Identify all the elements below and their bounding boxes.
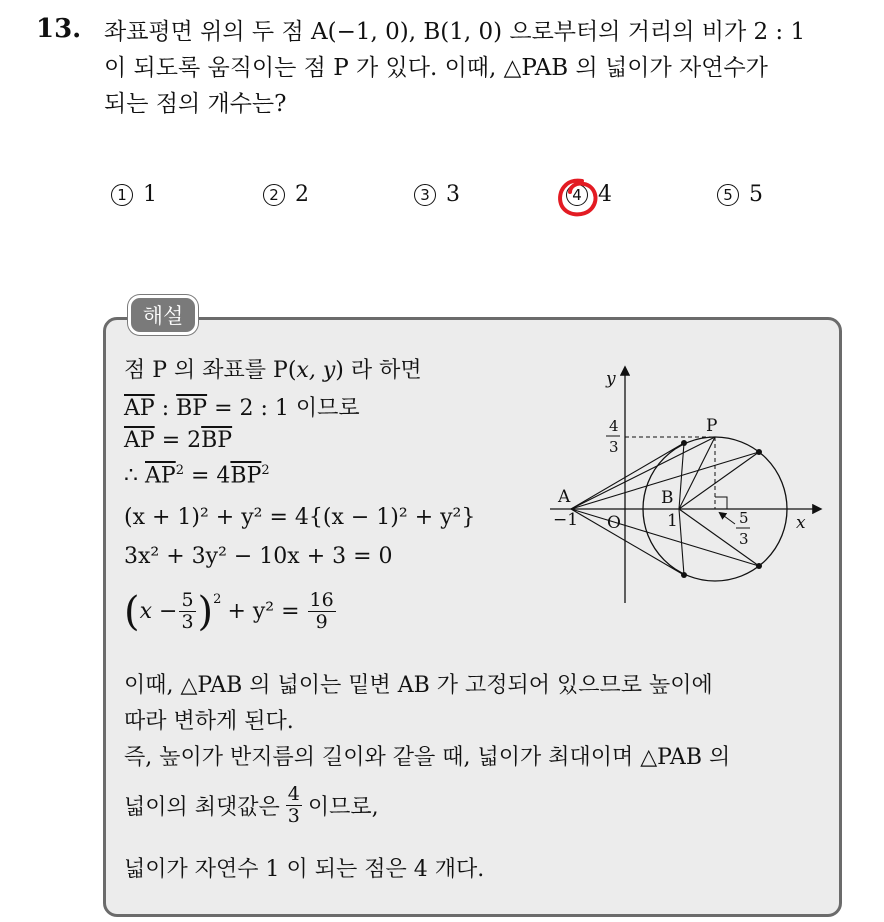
label-o: O [607,513,621,533]
choice-marker: 1 [111,184,133,206]
segment-bp: $\overline{BP}$ [201,428,233,453]
choice-value: 2 [295,182,309,207]
label-p: P [706,416,718,436]
segment-ap: $\overline{AP}$ [145,463,176,489]
choice-3[interactable] [414,182,460,207]
denominator: 9 [315,611,328,633]
solution-line-3 [124,428,232,453]
choice-marker: 3 [414,184,436,206]
center-arrow [720,513,735,524]
paren-close: ) [197,588,214,635]
text: = 2 : 1 이므로 [207,396,360,421]
question-line-1: 좌표평면 위의 두 점 A(−1, 0), B(1, 0) 으로부터의 거리의 비가 2 : 1 [104,19,806,45]
choice-2[interactable] [263,182,309,207]
paren-open: ( [124,588,140,635]
choice-marker: 5 [717,184,739,206]
choice-value: 4 [598,182,612,207]
segment-bp: $\overline{BP}$ [230,463,262,489]
denominator: 3 [181,611,194,633]
fraction [308,590,336,633]
choice-marker: 2 [263,184,285,206]
text: = 2 [161,428,202,453]
numerator: 5 [181,589,194,611]
label-a: A [558,487,571,507]
solution-para-1a: 이때, △PAB 의 넓이는 밑변 AB 가 고정되어 있으므로 높이에 [124,673,713,698]
tick-1: 1 [667,511,678,531]
x-axis-label: x [796,513,806,533]
choice-value: 3 [446,182,460,207]
right-angle-mark [715,497,727,509]
question-text [104,14,864,122]
answer-circle-mark [552,172,602,222]
solution-line-6: 3x² + 3y² − 10x + 3 = 0 [124,544,393,569]
fraction [179,590,195,633]
choice-1[interactable] [111,182,157,207]
solution-para-3: 넓이가 자연수 1 이 되는 점은 4 개다. [124,857,485,882]
choice-5[interactable] [717,182,763,207]
solution-tab: 해설 [128,295,198,335]
label-b: B [661,488,674,508]
tick-minus-1: −1 [553,510,579,530]
text: ) 라 하면 [335,358,422,383]
segment-ap: $\overline{AP}$ [124,428,155,453]
numerator: 16 [309,589,334,611]
y-axis-label: y [606,369,616,389]
choice-marker: 4 [566,184,588,206]
solution-line-2: $\overline{AP}$ : $\overline{BP} = 2$ : 1 이므로 [124,396,360,421]
solution-para-2a: 즉, 높이가 반지름의 길이와 같을 때, 넓이가 최대이며 △PAB 의 [124,745,731,770]
fraction [286,784,302,827]
choice-value: 1 [143,182,157,207]
circle-graph [540,358,830,608]
text: 이므로, [307,795,379,820]
center-den: 3 [739,530,749,548]
numerator: 4 [287,783,300,805]
solution-line-5: (x + 1)² + y² = 4{(x − 1)² + y²} [124,505,476,530]
text: = 4 [183,463,231,489]
question-number: 13. [36,14,82,44]
solution-para-2b [124,784,379,827]
text: x − [139,599,178,624]
solution-para-1b: 따라 변하게 된다. [124,709,294,734]
solution-line-7: ( x − $\frac{5}{3}$ ) $^2$ + y² = $\frac{16}{9}$ [124,588,334,635]
variables: x, y [296,358,336,383]
ytick-num: 4 [609,417,619,435]
choice-value: 5 [749,182,763,207]
text: + y² = [227,599,300,624]
center-num: 5 [739,509,749,527]
segment-ap: $\overline{AP}$ [124,396,155,421]
answer-choices [0,182,884,214]
question-line-3: 되는 점의 개수는? [104,91,287,117]
solution-line-4: ∴ $\overline{AP}^2 = 4\overline{BP}^2$ [124,463,270,489]
text: 점 P 의 좌표를 P( [124,358,297,383]
text: 넓이의 최댓값은 [124,795,280,820]
segment-bp: $\overline{BP}$ [176,396,208,421]
ytick-den: 3 [609,438,619,456]
question-line-2: 이 되도록 움직이는 점 P 가 있다. 이때, △PAB 의 넓이가 자연수가 [104,55,768,81]
solution-line-1 [124,353,422,384]
therefore-sign: ∴ [124,463,145,489]
denominator: 3 [287,805,300,827]
